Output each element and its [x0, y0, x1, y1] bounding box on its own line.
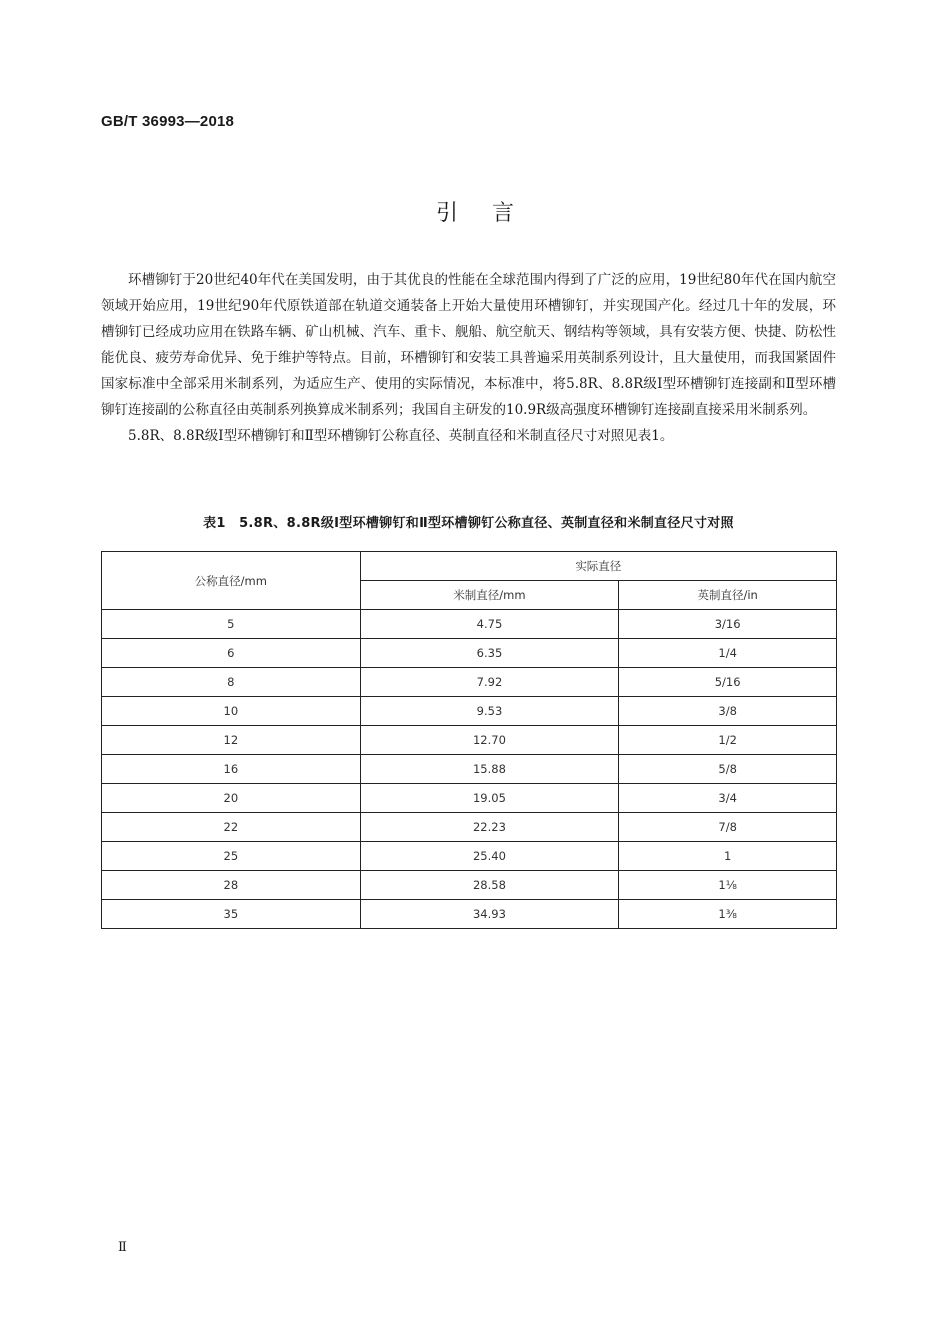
- cell-imperial: 1: [619, 842, 837, 871]
- table-row: [102, 668, 837, 697]
- cell-metric: 28.58: [360, 871, 619, 900]
- table-row: [102, 900, 837, 929]
- cell-imperial: 1/2: [619, 726, 837, 755]
- cell-metric: 7.92: [360, 668, 619, 697]
- cell-nominal: 25: [102, 842, 361, 871]
- cell-imperial: 1/4: [619, 639, 837, 668]
- cell-metric: 22.23: [360, 813, 619, 842]
- paragraph-intro: 环槽铆钉于20世纪40年代在美国发明，由于其优良的性能在全球范围内得到了广泛的应用，19世纪80年代在国内航空领域开始应用，19世纪90年代原铁道部在轨道交通装备上开始大量使用环槽铆钉，并实现国产化。经过几十年的发展，环槽铆钉已经成功应用在铁路车辆、矿山机械、汽车、重卡、舰船、航空航天、钢结构等领域，具有安装方便、快捷、防松性能优良、疲劳寿命优异、免于维护等特点。目前，环槽铆钉和安装工具普遍采用英制系列设计，且大量使用，而我国紧固件国家标准中全部采用米制系列，为适应生产、使用的实际情况，本标准中，将5.8R、8.8R级Ⅰ型环槽铆钉连接副和Ⅱ型环槽铆钉连接副的公称直径由英制系列换算成米制系列；我国自主研发的10.9R级高强度环槽铆钉连接副直接采用米制系列。: [101, 272, 836, 418]
- body-text: [101, 267, 836, 449]
- header-metric-diameter: 米制直径/mm: [360, 581, 619, 610]
- cell-nominal: 8: [102, 668, 361, 697]
- cell-imperial: 3/8: [619, 697, 837, 726]
- cell-nominal: 12: [102, 726, 361, 755]
- table-row: [102, 755, 837, 784]
- cell-nominal: 20: [102, 784, 361, 813]
- table-row: [102, 726, 837, 755]
- cell-metric: 15.88: [360, 755, 619, 784]
- table-row: [102, 784, 837, 813]
- table-row: [102, 639, 837, 668]
- cell-metric: 34.93: [360, 900, 619, 929]
- cell-imperial: 3/16: [619, 610, 837, 639]
- table-row: [102, 697, 837, 726]
- table-row: [102, 842, 837, 871]
- paragraph-table-reference: 5.8R、8.8R级Ⅰ型环槽铆钉和Ⅱ型环槽铆钉公称直径、英制直径和米制直径尺寸对照见表1。: [128, 428, 674, 444]
- diameter-table: [101, 551, 837, 929]
- table-row: [102, 813, 837, 842]
- cell-metric: 19.05: [360, 784, 619, 813]
- table-row: [102, 610, 837, 639]
- page-number: Ⅱ: [118, 1240, 127, 1255]
- cell-metric: 25.40: [360, 842, 619, 871]
- cell-nominal: 5: [102, 610, 361, 639]
- header-imperial-diameter: 英制直径/in: [619, 581, 837, 610]
- cell-nominal: 10: [102, 697, 361, 726]
- cell-nominal: 6: [102, 639, 361, 668]
- cell-metric: 12.70: [360, 726, 619, 755]
- cell-nominal: 35: [102, 900, 361, 929]
- table-row: [102, 871, 837, 900]
- cell-nominal: 16: [102, 755, 361, 784]
- cell-metric: 9.53: [360, 697, 619, 726]
- header-actual-diameter: 实际直径: [360, 552, 836, 581]
- cell-imperial: 1⅛: [619, 871, 837, 900]
- cell-imperial: 5/16: [619, 668, 837, 697]
- header-nominal-diameter: 公称直径/mm: [102, 552, 361, 610]
- cell-imperial: 5/8: [619, 755, 837, 784]
- page-title: 引言: [435, 201, 548, 226]
- cell-imperial: 3/4: [619, 784, 837, 813]
- cell-imperial: 7/8: [619, 813, 837, 842]
- table-caption: 表1 5.8R、8.8R级Ⅰ型环槽铆钉和Ⅱ型环槽铆钉公称直径、英制直径和米制直径尺寸对照: [203, 516, 734, 531]
- document-code: GB/T 36993—2018: [101, 113, 235, 130]
- cell-imperial: 1⅜: [619, 900, 837, 929]
- cell-metric: 6.35: [360, 639, 619, 668]
- cell-metric: 4.75: [360, 610, 619, 639]
- cell-nominal: 22: [102, 813, 361, 842]
- cell-nominal: 28: [102, 871, 361, 900]
